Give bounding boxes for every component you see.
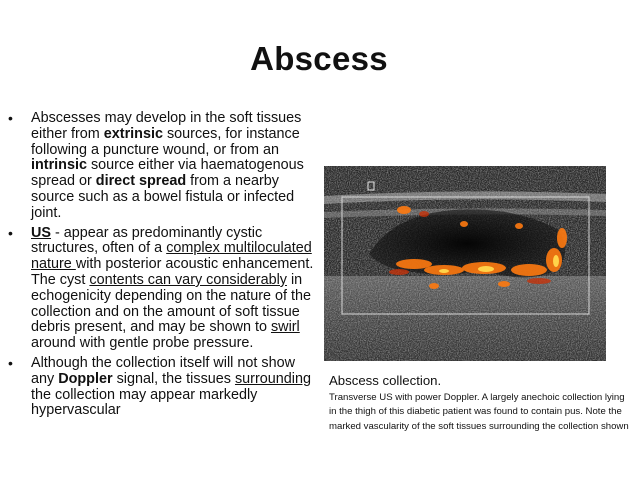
bullet-item: [8, 111, 318, 222]
caption-title: Abscess collection.: [329, 373, 442, 388]
text-run: the collection may appear markedly hypervascular: [31, 386, 258, 419]
caption-body: Transverse US with power Doppler. A largely anechoic collection lying in the thigh of this diabetic patient was found to contain pus. Note the marked vascularity of the soft tissues surrounding the collection shown: [329, 392, 629, 432]
slide-title: Abscess: [250, 40, 388, 77]
bullet-marker: •: [8, 354, 13, 371]
bullet-marker: •: [8, 224, 13, 241]
bullet-text: [31, 225, 313, 352]
bullet-item: [8, 356, 318, 419]
underlined-phrase: complex multiloculated nature: [31, 240, 312, 273]
ultrasound-image: [324, 166, 606, 361]
text-run: Although the collection itself will not show any: [31, 354, 295, 387]
bold-term: US: [31, 224, 51, 241]
bullet-text: [31, 110, 304, 221]
underlined-phrase: contents can vary considerably: [89, 271, 287, 288]
text-run: - appear as predominantly cystic structures, often of a: [31, 224, 263, 257]
bullet-list: [8, 111, 318, 423]
figure-caption: [329, 373, 629, 434]
text-run: with posterior acoustic enhancement. The cyst: [31, 256, 314, 288]
text-run: sources, for instance following a puncture wound, or from an: [31, 125, 300, 158]
text-run: signal, the tissues: [112, 370, 235, 387]
bullet-text: [31, 355, 311, 418]
bullet-item: [8, 226, 318, 352]
text-run: Abscesses may develop in the soft tissues either from: [31, 110, 302, 142]
underlined-phrase: swirl: [270, 319, 300, 336]
bold-term: intrinsic: [31, 157, 87, 174]
ultrasound-doppler-graphic: [324, 166, 606, 361]
bold-term: direct spread: [95, 173, 187, 190]
text-run: from a nearby source such as a bowel fistula or infected joint.: [31, 173, 295, 221]
bold-term: extrinsic: [103, 125, 163, 142]
bullet-marker: •: [8, 110, 13, 126]
bold-term: Doppler: [58, 370, 113, 387]
text-run: in echogenicity depending on the nature of the collection and on the amount of soft tissue debris present, and may be shown to: [31, 271, 312, 336]
underlined-phrase: surrounding: [234, 370, 311, 387]
text-run: around with gentle probe pressure.: [31, 335, 254, 352]
text-run: source either via haematogenous spread or: [31, 157, 304, 190]
